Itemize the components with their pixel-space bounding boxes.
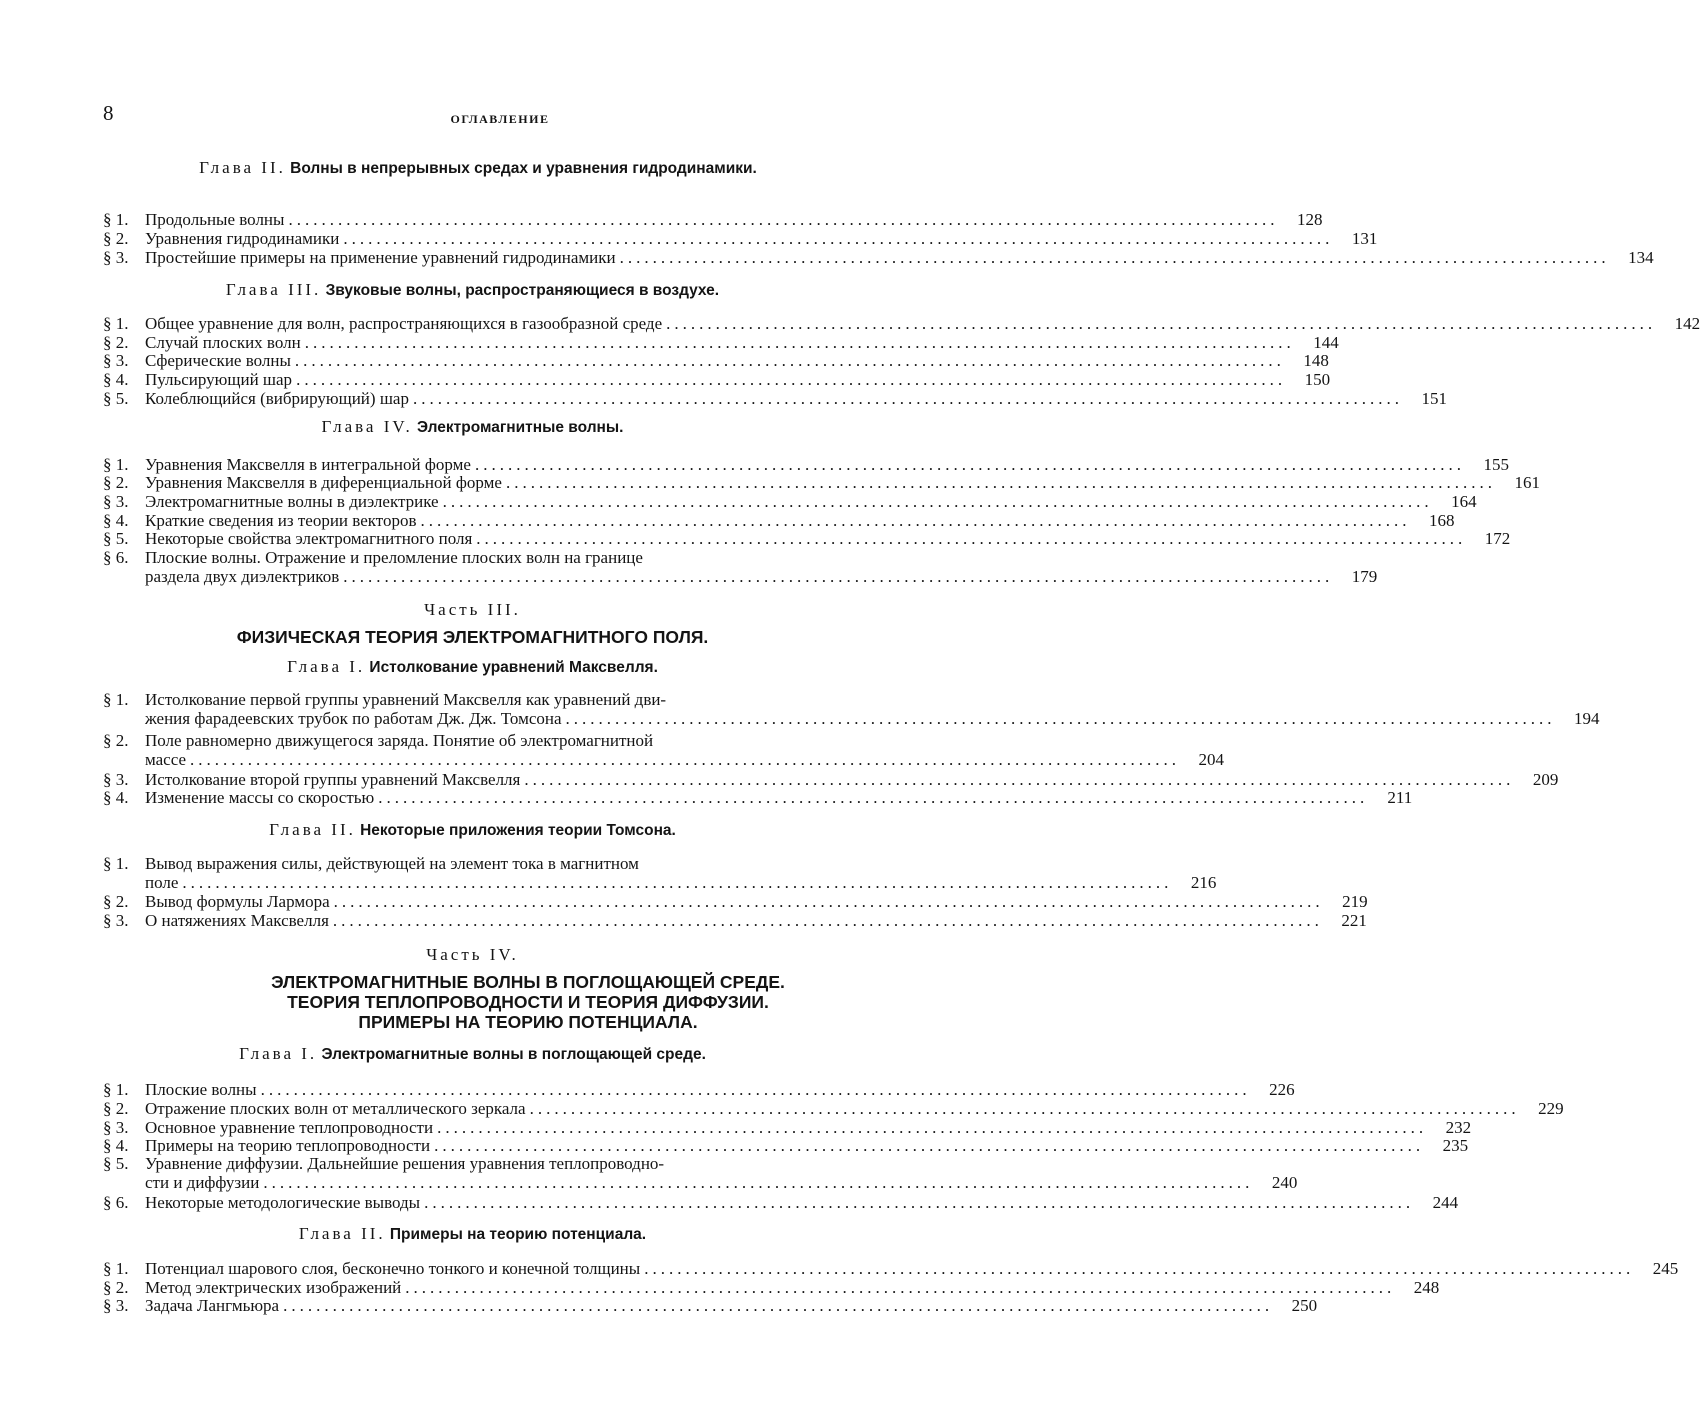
entry-line bbox=[145, 511, 1455, 531]
chapter-title: Волны в непрерывных средах и уравнения гидродинамики. bbox=[290, 160, 757, 177]
entry-title: Вывод формулы Лармора bbox=[145, 892, 330, 911]
page-ref: 155 bbox=[1483, 455, 1509, 474]
entry-line bbox=[145, 892, 1368, 912]
entry-title: Изменение массы со скоростью bbox=[145, 788, 375, 807]
entry-line bbox=[145, 1259, 1679, 1279]
part-title: ЭЛЕКТРОМАГНИТНЫЕ ВОЛНЫ В ПОГЛОЩАЮЩЕЙ СРЕДЕ. ТЕОРИЯ ТЕПЛОПРОВОДНОСТИ И ТЕОРИЯ ДИФФУЗИИ. ПРИМЕРЫ НА ТЕОРИЮ ПОТЕНЦИАЛА. bbox=[271, 972, 785, 1032]
section-number: § 2. bbox=[103, 229, 129, 248]
entry-title: Уравнения гидродинамики bbox=[145, 229, 340, 248]
entry-title: Вывод выражения силы, действующей на элемент тока в магнитном bbox=[145, 854, 639, 873]
toc-entry[interactable] bbox=[103, 455, 1509, 475]
entry-line bbox=[145, 872, 1217, 893]
toc-entry[interactable] bbox=[103, 1259, 1679, 1279]
leader-dots: ........................................................................................................................ bbox=[442, 492, 1433, 511]
page-ref: 229 bbox=[1538, 1099, 1564, 1118]
entry-title: Некоторые свойства электромагнитного поля bbox=[145, 529, 473, 548]
page-ref: 209 bbox=[1532, 770, 1559, 789]
entry-title: Истолкование второй группы уравнений Максвелля bbox=[145, 770, 521, 789]
page-ref: 216 bbox=[1190, 872, 1217, 892]
entry-title: Примеры на теорию теплопроводности bbox=[145, 1136, 431, 1155]
entry-title: Электромагнитные волны в диэлектрике bbox=[145, 492, 439, 511]
entry-title: Основное уравнение теплопроводности bbox=[145, 1118, 434, 1137]
section-number: § 2. bbox=[103, 333, 129, 352]
leader-dots: ........................................................................................................................ bbox=[190, 749, 1181, 769]
entry-title: раздела двух диэлектриков bbox=[145, 566, 340, 586]
chapter-label: Глава I. bbox=[239, 1044, 318, 1063]
entry-title: Плоские волны bbox=[145, 1080, 257, 1099]
leader-dots: ........................................................................................................................ bbox=[296, 370, 1287, 389]
page-ref: 245 bbox=[1652, 1259, 1679, 1278]
entry-line bbox=[145, 389, 1447, 409]
chapter-heading bbox=[168, 158, 788, 178]
page-ref: 168 bbox=[1429, 511, 1455, 530]
section-number: § 3. bbox=[103, 492, 129, 511]
page-ref: 179 bbox=[1351, 566, 1378, 586]
chapter-title: Истолкование уравнений Максвелля. bbox=[369, 659, 658, 676]
entry-line bbox=[145, 1278, 1440, 1298]
leader-dots: ........................................................................................................................ bbox=[294, 351, 1285, 370]
entry-line bbox=[145, 1080, 1295, 1100]
entry-title: Случай плоских волн bbox=[145, 333, 301, 352]
chapter-heading bbox=[100, 820, 845, 840]
page-ref: 150 bbox=[1304, 370, 1331, 389]
toc-entry[interactable] bbox=[103, 370, 1331, 390]
toc-entry[interactable] bbox=[103, 1296, 1318, 1316]
section-number: § 6. bbox=[103, 1193, 129, 1212]
page-ref: 134 bbox=[1628, 248, 1654, 267]
toc-entry[interactable] bbox=[103, 854, 1217, 892]
page-ref: 235 bbox=[1442, 1136, 1469, 1155]
entry-line bbox=[145, 911, 1367, 931]
running-head: ОГЛАВЛЕНИЕ bbox=[450, 112, 550, 126]
entry-line bbox=[145, 770, 1559, 790]
leader-dots: ........................................................................................................................ bbox=[524, 770, 1515, 789]
section-number: § 3. bbox=[103, 911, 129, 930]
leader-dots: ........................................................................................................................ bbox=[283, 1296, 1274, 1315]
leader-dots: ........................................................................................................................ bbox=[182, 872, 1173, 892]
entry-line bbox=[145, 566, 1378, 587]
toc-entry[interactable] bbox=[103, 1278, 1440, 1298]
entry-title: Общее уравнение для волн, распространяющихся в газообразной среде bbox=[145, 314, 663, 333]
page-ref: 221 bbox=[1341, 911, 1367, 930]
chapter-heading bbox=[100, 280, 845, 300]
page-ref: 219 bbox=[1342, 892, 1368, 911]
leader-dots: ........................................................................................................................ bbox=[476, 529, 1467, 548]
page-ref: 232 bbox=[1445, 1118, 1472, 1137]
leader-dots: ........................................................................................................................ bbox=[437, 1118, 1428, 1137]
page-ref: 204 bbox=[1198, 749, 1225, 769]
chapter-heading bbox=[100, 657, 845, 677]
toc-entry[interactable] bbox=[103, 770, 1559, 790]
chapter-label: Глава II. bbox=[269, 820, 356, 839]
entry-line bbox=[145, 473, 1540, 493]
toc-entry[interactable] bbox=[103, 248, 1654, 268]
toc-entry[interactable] bbox=[103, 911, 1367, 931]
page-ref: 250 bbox=[1291, 1296, 1318, 1315]
toc-entry[interactable] bbox=[103, 1118, 1472, 1138]
entry-title: жения фарадеевских трубок по работам Дж. Дж. Томсона bbox=[145, 708, 562, 728]
page-ref: 151 bbox=[1421, 389, 1447, 408]
leader-dots: ........................................................................................................................ bbox=[304, 333, 1295, 352]
toc-entry[interactable] bbox=[103, 492, 1477, 512]
section-number: § 1. bbox=[103, 1080, 129, 1099]
page-ref: 148 bbox=[1303, 351, 1329, 370]
part-label: Часть III. bbox=[424, 600, 521, 619]
leader-dots: ........................................................................................................................ bbox=[288, 210, 1279, 229]
chapter-title: Звуковые волны, распространяющиеся в воздухе. bbox=[325, 282, 720, 299]
toc-entry[interactable] bbox=[103, 314, 1700, 334]
section-number: § 2. bbox=[103, 892, 129, 911]
leader-dots: ........................................................................................................................ bbox=[619, 248, 1610, 267]
leader-dots: ........................................................................................................................ bbox=[343, 229, 1334, 248]
page-ref: 226 bbox=[1269, 1080, 1295, 1099]
entry-title: Истолкование первой группы уравнений Максвелля как уравнений дви- bbox=[145, 690, 667, 709]
section-number: § 3. bbox=[103, 1296, 129, 1315]
entry-line bbox=[145, 351, 1329, 371]
entry-line bbox=[145, 1118, 1472, 1138]
section-number: § 2. bbox=[103, 731, 129, 750]
entry-title: Уравнение диффузии. Дальнейшие решения уравнения теплопроводно- bbox=[145, 1154, 665, 1173]
toc-entry[interactable] bbox=[103, 1136, 1469, 1156]
entry-title: Потенциал шарового слоя, бесконечно тонкого и конечной толщины bbox=[145, 1259, 641, 1278]
section-number: § 5. bbox=[103, 389, 129, 408]
entry-title: Краткие сведения из теории векторов bbox=[145, 511, 417, 530]
leader-dots: ........................................................................................................................ bbox=[474, 455, 1465, 474]
toc-entry[interactable] bbox=[103, 389, 1447, 409]
toc-entry[interactable] bbox=[103, 731, 1225, 769]
toc-entry[interactable] bbox=[103, 511, 1455, 531]
entry-title: Колеблющийся (вибрирующий) шар bbox=[145, 389, 409, 408]
leader-dots: ........................................................................................................................ bbox=[378, 788, 1369, 807]
page-ref: 131 bbox=[1351, 229, 1378, 248]
section-number: § 2. bbox=[103, 1099, 129, 1118]
section-number: § 4. bbox=[103, 788, 129, 807]
section-number: § 1. bbox=[103, 314, 129, 333]
entry-line bbox=[145, 1193, 1459, 1213]
entry-title: Некоторые методологические выводы bbox=[145, 1193, 421, 1212]
page-ref: 211 bbox=[1387, 788, 1413, 807]
chapter-label: Глава II. bbox=[199, 158, 286, 177]
chapter-title: Примеры на теорию потенциала. bbox=[389, 1226, 647, 1243]
chapter-heading bbox=[100, 1224, 845, 1244]
leader-dots: ........................................................................................................................ bbox=[260, 1080, 1251, 1099]
entry-line bbox=[145, 210, 1323, 230]
section-number: § 2. bbox=[103, 1278, 129, 1297]
section-number: § 1. bbox=[103, 854, 129, 873]
entry-line bbox=[145, 314, 1700, 334]
chapter-label: Глава I. bbox=[287, 657, 366, 676]
toc-entry[interactable] bbox=[103, 333, 1339, 353]
leader-dots: ........................................................................................................................ bbox=[505, 473, 1496, 492]
leader-dots: ........................................................................................................................ bbox=[343, 566, 1334, 586]
entry-line bbox=[145, 455, 1509, 475]
page-ref: 128 bbox=[1296, 210, 1323, 229]
entry-title: поле bbox=[145, 872, 179, 892]
toc-entry[interactable] bbox=[103, 229, 1378, 249]
entry-title: Уравнения Максвелля в диференциальной форме bbox=[145, 473, 502, 492]
entry-title: сти и диффузии bbox=[145, 1172, 260, 1192]
toc-entry[interactable] bbox=[103, 529, 1511, 549]
entry-line bbox=[145, 788, 1413, 808]
entry-title: Продольные волны bbox=[145, 210, 285, 229]
chapter-heading bbox=[100, 417, 845, 437]
chapter-title: Некоторые приложения теории Томсона. bbox=[360, 822, 676, 839]
chapter-title: Электромагнитные волны в поглощающей среде. bbox=[321, 1046, 706, 1063]
page-ref: 244 bbox=[1432, 1193, 1459, 1212]
section-number: § 1. bbox=[103, 690, 129, 709]
leader-dots: ........................................................................................................................ bbox=[405, 1278, 1396, 1297]
entry-title: Поле равномерно движущегося заряда. Понятие об электромагнитной bbox=[145, 731, 654, 750]
page-ref: 142 bbox=[1674, 314, 1700, 333]
section-number: § 6. bbox=[103, 548, 129, 567]
leader-dots: ........................................................................................................................ bbox=[644, 1259, 1635, 1278]
section-number: § 3. bbox=[103, 351, 129, 370]
entry-line bbox=[145, 749, 1225, 770]
entry-line bbox=[145, 229, 1378, 249]
entry-title: Плоские волны. Отражение и преломление плоских волн на границе bbox=[145, 548, 643, 567]
section-number: § 1. bbox=[103, 1259, 129, 1278]
toc-entry[interactable] bbox=[103, 473, 1540, 493]
entry-title: Задача Лангмьюра bbox=[145, 1296, 280, 1315]
section-number: § 3. bbox=[103, 770, 129, 789]
chapter-label: Глава II. bbox=[298, 1224, 386, 1243]
entry-title: О натяжениях Максвелля bbox=[145, 911, 329, 930]
entry-line bbox=[145, 1296, 1318, 1316]
chapter-label: Глава III. bbox=[225, 280, 322, 299]
section-number: § 3. bbox=[103, 1118, 129, 1137]
leader-dots: ........................................................................................................................ bbox=[529, 1099, 1520, 1118]
page-ref: 194 bbox=[1574, 708, 1600, 728]
page-ref: 248 bbox=[1413, 1278, 1440, 1297]
page-ref: 164 bbox=[1451, 492, 1477, 511]
entry-line bbox=[145, 1172, 1298, 1193]
entry-title: Метод электрических изображений bbox=[145, 1278, 402, 1297]
toc-entry[interactable] bbox=[103, 210, 1323, 230]
entry-line bbox=[145, 1099, 1564, 1119]
leader-dots: ........................................................................................................................ bbox=[420, 511, 1411, 530]
section-number: § 3. bbox=[103, 248, 129, 267]
section-number: § 2. bbox=[103, 473, 129, 492]
section-number: § 4. bbox=[103, 511, 129, 530]
page-ref: 172 bbox=[1484, 529, 1511, 548]
leader-dots: ........................................................................................................................ bbox=[666, 314, 1657, 333]
entry-line bbox=[145, 1136, 1469, 1156]
chapter-label: Глава IV. bbox=[321, 417, 413, 436]
entry-title: Сферические волны bbox=[145, 351, 291, 370]
entry-title: Отражение плоских волн от металлического зеркала bbox=[145, 1099, 526, 1118]
entry-line bbox=[145, 529, 1511, 549]
entry-line bbox=[145, 370, 1331, 390]
leader-dots: ........................................................................................................................ bbox=[412, 389, 1403, 408]
part-title: ФИЗИЧЕСКАЯ ТЕОРИЯ ЭЛЕКТРОМАГНИТНОГО ПОЛЯ. bbox=[236, 627, 709, 647]
toc-entry[interactable] bbox=[103, 892, 1368, 912]
leader-dots: ........................................................................................................................ bbox=[263, 1172, 1254, 1192]
section-number: § 5. bbox=[103, 529, 129, 548]
leader-dots: ........................................................................................................................ bbox=[424, 1193, 1415, 1212]
section-number: § 5. bbox=[103, 1154, 129, 1173]
leader-dots: ........................................................................................................................ bbox=[565, 708, 1556, 728]
toc-entry[interactable] bbox=[103, 1193, 1459, 1213]
toc-entry[interactable] bbox=[103, 548, 1378, 586]
toc-entry[interactable] bbox=[103, 1080, 1295, 1100]
chapter-heading bbox=[100, 1044, 845, 1064]
toc-entry[interactable] bbox=[103, 1099, 1564, 1119]
leader-dots: ........................................................................................................................ bbox=[434, 1136, 1425, 1155]
part-label: Часть IV. bbox=[426, 945, 519, 964]
page-number: 8 bbox=[103, 101, 114, 125]
entry-line bbox=[145, 708, 1600, 729]
section-number: § 4. bbox=[103, 1136, 129, 1155]
entry-title: Пульсирующий шар bbox=[145, 370, 293, 389]
section-number: § 4. bbox=[103, 370, 129, 389]
entry-line bbox=[145, 248, 1654, 268]
section-number: § 1. bbox=[103, 210, 129, 229]
page-ref: 161 bbox=[1514, 473, 1540, 492]
toc-entry[interactable] bbox=[103, 351, 1329, 371]
toc-entry[interactable] bbox=[103, 788, 1413, 808]
toc-entry[interactable] bbox=[103, 690, 1600, 728]
toc-entry[interactable] bbox=[103, 1154, 1298, 1192]
entry-title: массе bbox=[145, 749, 187, 769]
chapter-title: Электромагнитные волны. bbox=[416, 419, 624, 436]
entry-line bbox=[145, 492, 1477, 512]
section-number: § 1. bbox=[103, 455, 129, 474]
entry-title: Простейшие примеры на применение уравнений гидродинамики bbox=[145, 248, 616, 267]
page-ref: 144 bbox=[1313, 333, 1339, 352]
page-ref: 240 bbox=[1271, 1172, 1298, 1192]
leader-dots: ........................................................................................................................ bbox=[332, 911, 1323, 930]
entry-title: Уравнения Максвелля в интегральной форме bbox=[145, 455, 471, 474]
entry-line bbox=[145, 333, 1339, 353]
leader-dots: ........................................................................................................................ bbox=[333, 892, 1324, 911]
